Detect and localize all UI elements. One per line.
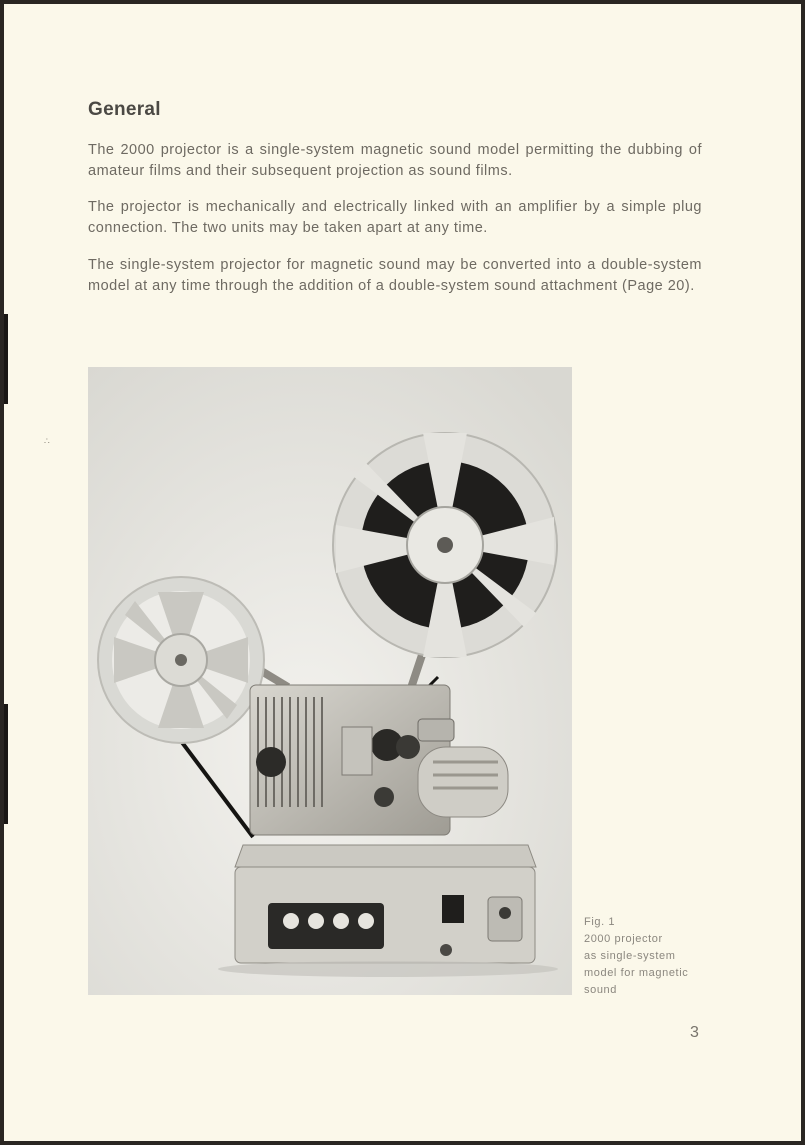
binding-shadow-top [4,314,8,404]
projector-photo [88,367,572,995]
binding-shadow-middle [4,704,8,824]
paragraph-double-system: The single-system projector for magnetic sound may be converted into a double-system model at any time through the addition of a double-system sound attachment (Page 20). [88,257,702,294]
section-heading: General [88,99,161,120]
paragraph-amplifier-link: The projector is mechanically and electrically linked with an amplifier by a simple plug connection. The two units may be taken apart at any time. [88,199,702,236]
paragraph-intro: The 2000 projector is a single-system magnetic sound model permitting the dubbing of amateur films and their subsequent projection as sound films. [88,142,702,179]
projection-lens [418,719,454,741]
amplifier-base [235,845,536,963]
front-reel-icon [333,433,557,657]
projector-head [250,685,450,835]
projector-illustration [88,367,572,995]
document-page [4,4,801,1141]
caption-line: sound [584,984,617,996]
caption-line: 2000 projector [584,933,663,945]
caption-line: as single-system [584,950,676,962]
caption-line: Fig. 1 [584,916,616,928]
figure-caption [584,914,724,999]
lamp-housing [418,747,508,817]
caption-line: model for magnetic [584,967,689,979]
base-shadow [218,961,558,977]
page-number: 3 [690,1024,699,1041]
paper-speck: ∴ [44,436,50,446]
rear-reel-icon [98,577,264,743]
